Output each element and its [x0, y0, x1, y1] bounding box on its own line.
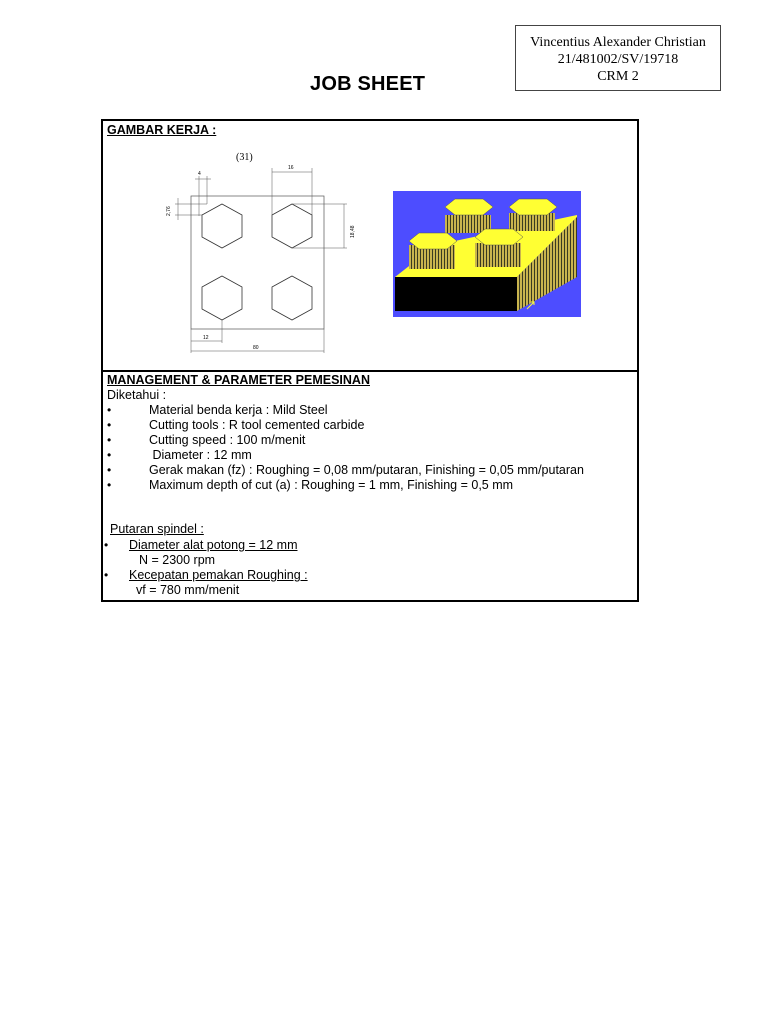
list-item: Cutting tools : R tool cemented carbide [149, 418, 365, 432]
list-bullet: • [107, 418, 112, 432]
dim-bottom-total: 80 [253, 345, 259, 351]
list-bullet: • [104, 538, 109, 552]
student-id: 21/481002/SV/19718 [557, 52, 679, 67]
dim-bottom-small: 12 [203, 335, 209, 341]
isometric-render [393, 191, 581, 317]
hex-prism-back-right [509, 199, 557, 231]
list-item: Maximum depth of cut (a) : Roughing = 1 mm, Finishing = 0,5 mm [149, 478, 514, 492]
given-label: Diketahui : [107, 388, 167, 402]
list-item: Gerak makan (fz) : Roughing = 0,08 mm/putaran, Finishing = 0,05 mm/putaran [149, 463, 584, 477]
author-info-box [515, 25, 721, 91]
hexagon-bottom-right [272, 276, 312, 320]
author-name: Vincentius Alexander Christian [530, 35, 706, 50]
dim-right-vertical: 18,48 [350, 225, 356, 238]
hex-prism-front-left [409, 233, 457, 269]
work-drawing-section [103, 121, 637, 372]
spindle-header: Putaran spindel : [110, 522, 204, 536]
list-bullet: • [107, 478, 112, 492]
list-bullet: • [107, 433, 112, 447]
list-item: Diameter : 12 mm [149, 448, 252, 462]
dim-left-vertical: 2,76 [166, 206, 172, 216]
list-item: Cutting speed : 100 m/menit [149, 433, 306, 447]
hexagon-bottom-left [202, 276, 242, 320]
technical-drawing [161, 146, 371, 361]
list-item: Material benda kerja : Mild Steel [149, 403, 328, 417]
list-bullet: • [104, 568, 109, 582]
spindle-item-label: Diameter alat potong = 12 mm [129, 538, 298, 552]
hexagon-top-left [202, 204, 242, 248]
spindle-item-label: Kecepatan pemakan Roughing : [129, 568, 308, 582]
figure-number: (31) [236, 152, 253, 163]
class-label: CRM 2 [597, 69, 639, 84]
hex-prism-back-left [445, 199, 493, 233]
plate-outline [191, 196, 324, 329]
list-bullet: • [107, 463, 112, 477]
page-title: JOB SHEET [310, 73, 426, 95]
dim-top-right: 16 [288, 165, 294, 171]
spindle-item-result: N = 2300 rpm [139, 553, 216, 567]
base-front-face [395, 277, 517, 311]
work-drawing-header: GAMBAR KERJA : [107, 123, 217, 137]
parameters-section [103, 372, 637, 600]
job-sheet-table [101, 119, 639, 602]
list-bullet: • [107, 403, 112, 417]
hexagon-top-right [272, 204, 312, 248]
hex-prism-front-right [475, 229, 523, 267]
parameters-header: MANAGEMENT & PARAMETER PEMESINAN [107, 373, 370, 387]
spindle-item-result: vf = 780 mm/menit [136, 583, 240, 597]
list-bullet: • [107, 448, 112, 462]
dim-top-left: 4 [198, 171, 201, 177]
